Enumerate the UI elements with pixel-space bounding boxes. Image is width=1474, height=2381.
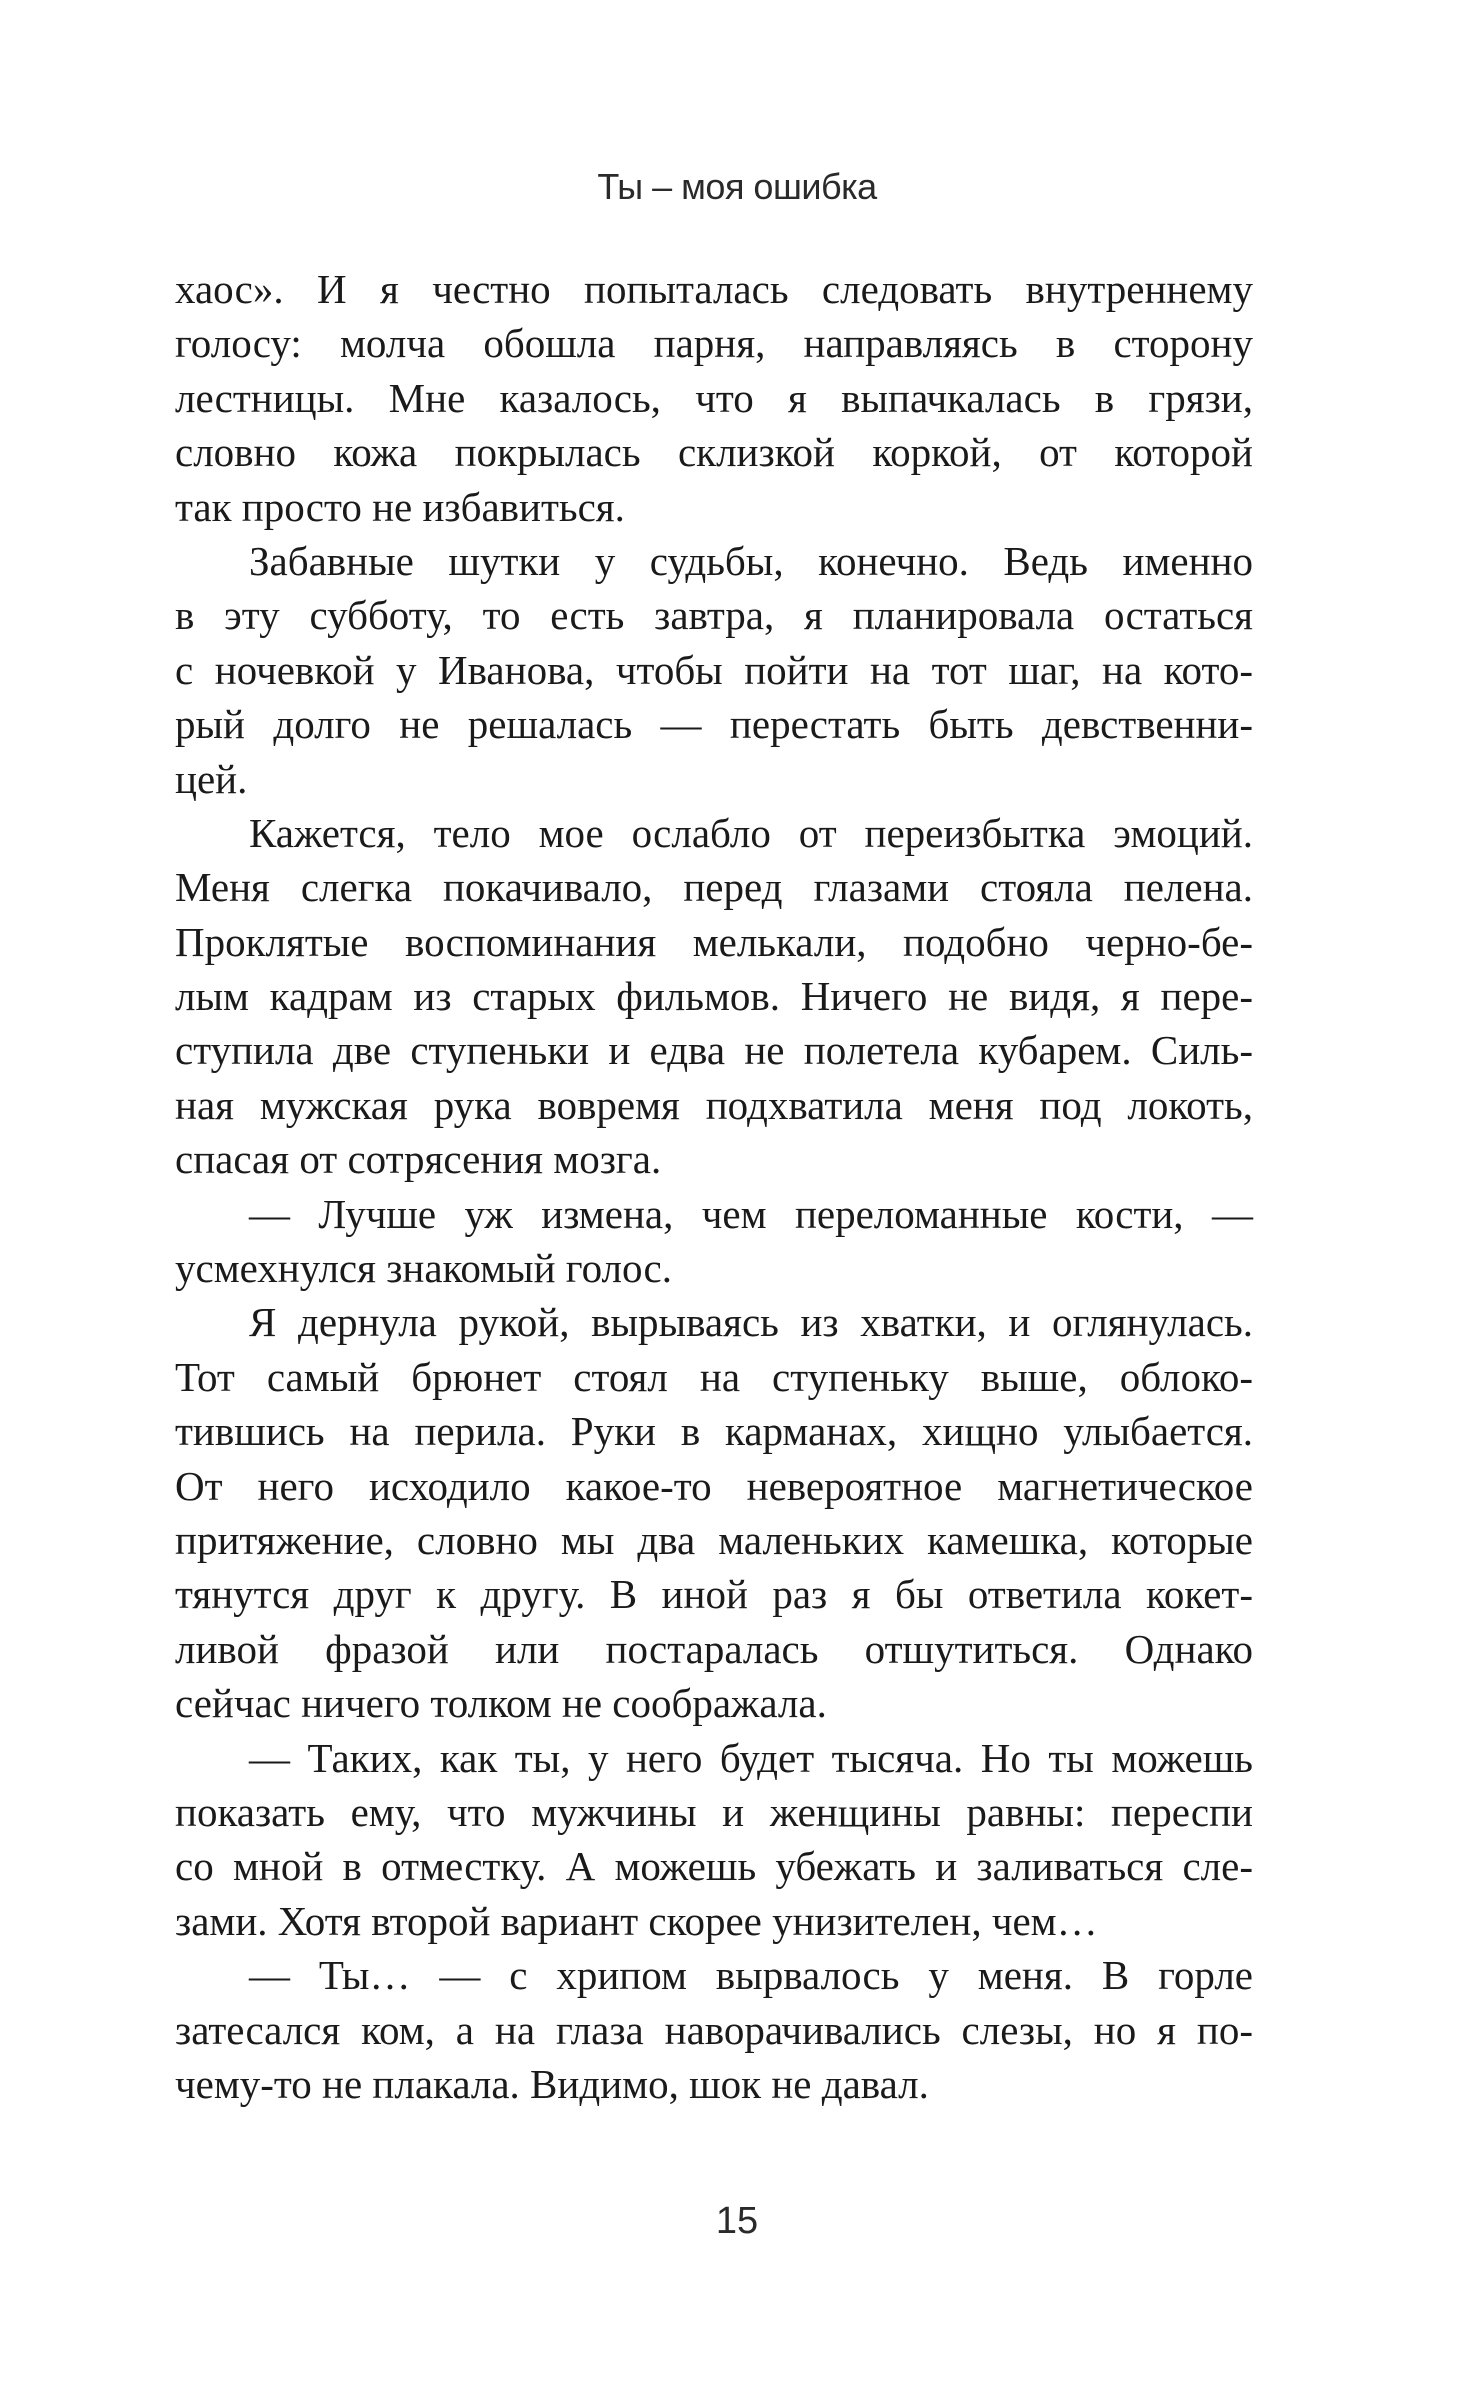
page-body-text	[175, 262, 1253, 2111]
running-header-title: Ты – моя ошибка	[597, 166, 877, 207]
text-line: притяжение, словно мы два маленьких камешка, которые	[175, 1516, 1253, 1563]
text-line: Меня слегка покачивало, перед глазами стояла пелена.	[175, 864, 1253, 911]
text-line: цей.	[175, 755, 248, 802]
paragraph-first-line: Кажется, тело мое ослабло от переизбытка эмоций.	[249, 809, 1253, 856]
text-line: голосу: молча обошла парня, направляясь в сторону	[175, 320, 1253, 367]
dialogue-line: — Ты… — с хрипом вырвалось у меня. В горле	[249, 1952, 1253, 1999]
text-line: От него исходило какое-то невероятное магнетическое	[175, 1462, 1253, 1509]
text-line: лым кадрам из старых фильмов. Ничего не видя, я пере-	[175, 973, 1253, 1020]
text-line: Проклятые воспоминания мелькали, подобно черно-бе-	[175, 918, 1253, 965]
text-line: тившись на перила. Руки в карманах, хищно улыбается.	[175, 1408, 1253, 1455]
text-line: ливой фразой или постаралась отшутиться. Однако	[175, 1625, 1253, 1672]
page-number: 15	[715, 2200, 759, 2242]
text-line: чему-то не плакала. Видимо, шок не давал.	[175, 2060, 929, 2107]
dialogue-line: — Таких, как ты, у него будет тысяча. Но ты можешь	[249, 1734, 1253, 1781]
text-line: словно кожа покрылась склизкой коркой, от которой	[175, 429, 1253, 476]
paragraph-first-line: Забавные шутки у судьбы, конечно. Ведь именно	[249, 537, 1253, 584]
dialogue-line: — Лучше уж измена, чем переломанные кости, —	[249, 1190, 1253, 1237]
text-line: хаос». И я честно попыталась следовать внутреннему	[175, 266, 1253, 312]
paragraph-first-line: Я дернула рукой, вырываясь из хватки, и оглянулась.	[249, 1299, 1253, 1346]
text-line: спасая от сотрясения мозга.	[175, 1136, 662, 1183]
text-line: так просто не избавиться.	[175, 483, 625, 530]
text-line: усмехнулся знакомый голос.	[175, 1245, 672, 1292]
text-line: ступила две ступеньки и едва не полетела кубарем. Силь-	[175, 1027, 1253, 1074]
text-line: затесался ком, а на глаза наворачивались слезы, но я по-	[175, 2006, 1253, 2053]
text-line: показать ему, что мужчины и женщины равны: переспи	[175, 1788, 1253, 1835]
text-line: зами. Хотя второй вариант скорее унизителен, чем…	[175, 1897, 1098, 1944]
text-line: лестницы. Мне казалось, что я выпачкалась в грязи,	[175, 374, 1253, 421]
text-line: в эту субботу, то есть завтра, я планировала остаться	[175, 592, 1253, 639]
text-line: рый долго не решалась — перестать быть девственни-	[175, 701, 1253, 748]
text-line: сейчас ничего толком не соображала.	[175, 1680, 827, 1727]
text-line: ная мужская рука вовремя подхватила меня под локоть,	[175, 1081, 1253, 1128]
text-line: тянутся друг к другу. В иной раз я бы ответила кокет-	[175, 1571, 1253, 1618]
text-line: Тот самый брюнет стоял на ступеньку выше, облоко-	[175, 1353, 1253, 1400]
text-line: со мной в отместку. А можешь убежать и заливаться сле-	[175, 1843, 1253, 1890]
text-line: с ночевкой у Иванова, чтобы пойти на тот шаг, на кото-	[175, 646, 1253, 693]
